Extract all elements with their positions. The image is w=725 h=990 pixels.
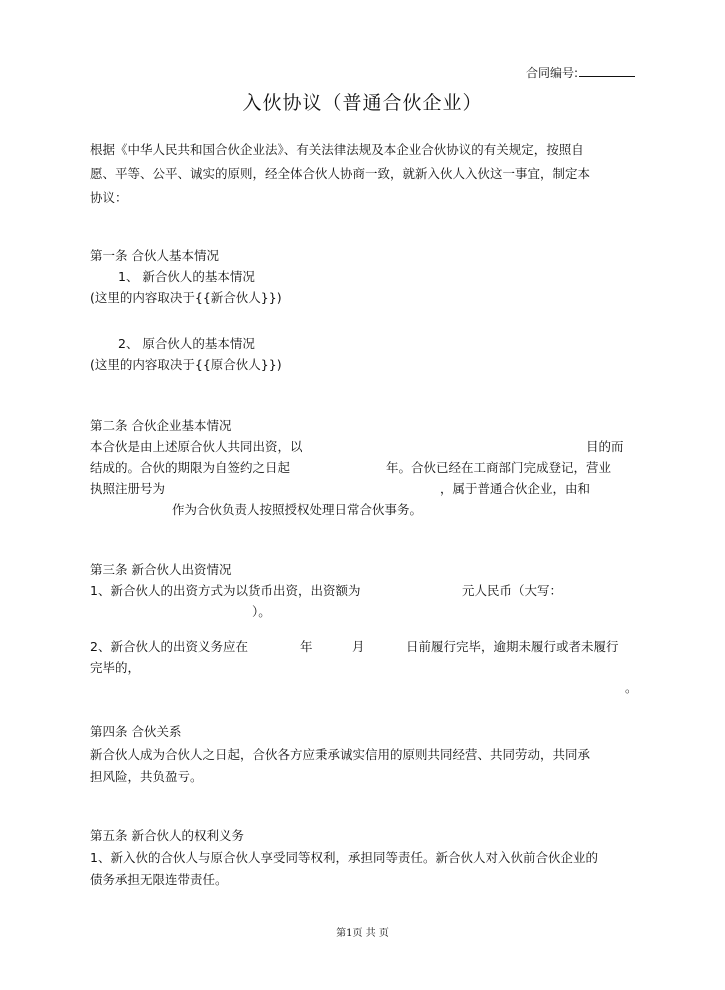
article-1-item-2-note: (这里的内容取决于{{原合伙人}}) [90,357,282,372]
preamble-line-2: 愿、平等、公平、诚实的原则，经全体合伙人协商一致，就新入伙人入伙这一事宜，制定本 [90,166,591,181]
article-3-item-1b: 元人民币（大写： [462,583,563,598]
article-2-line-3b: ，属于普通合伙企业，由和 [440,481,591,496]
article-3-item-2-year: 年 [300,639,313,654]
article-2-heading: 第二条 合伙企业基本情况 [90,418,232,433]
preamble-line-1: 根据《中华人民共和国合伙企业法》、有关法律法规及本企业合伙协议的有关规定，按照自 [90,142,584,157]
article-3-item-2b: 日前履行完毕，逾期未履行或者未履行 [406,639,619,654]
article-2-line-3a: 执照注册号为 [90,481,166,496]
article-5-line-2: 债务承担无限连带责任。 [90,872,228,887]
article-1-item-1-note: (这里的内容取决于{{新合伙人}}) [90,290,282,305]
article-3-item-2-end: 。 [625,680,638,695]
article-5-heading: 第五条 新合伙人的权利义务 [90,828,244,843]
article-2-line-4: 作为合伙负责人按照授权处理日常合伙事务。 [172,502,423,517]
article-3-item-1a: 1、新合伙人的出资方式为以货币出资，出资额为 [90,583,361,598]
article-4-line-2: 担风险，共负盈亏。 [90,769,203,784]
page-footer: 第1页 共 页 [336,928,389,939]
article-5-line-1: 1、新入伙的合伙人与原合伙人享受同等权利，承担同等责任。新合伙人对入伙前合伙企业的 [90,850,598,865]
article-3-item-2c: 完毕的， [90,660,141,675]
article-1-item-1: 1、 新合伙人的基本情况 [118,269,255,284]
article-3-item-2-month: 月 [352,639,365,654]
article-3-item-1c: ）。 [252,604,271,619]
contract-number-label: 合同编号: [526,66,579,80]
article-2-line-2a: 结成的。合伙的期限为自签约之日起 [90,460,291,475]
contract-number-blank [579,64,635,77]
article-2-line-2b: 年。合伙已经在工商部门完成登记，营业 [386,460,612,475]
article-4-line-1: 新合伙人成为合伙人之日起，合伙各方应秉承诚实信用的原则共同经营、共同劳动，共同承 [90,747,591,762]
article-1-heading: 第一条 合伙人基本情况 [90,248,219,263]
article-3-heading: 第三条 新合伙人出资情况 [90,562,232,577]
document-title: 入伙协议（普通合伙企业） [242,92,483,114]
article-2-line-1b: 目的而 [586,439,624,454]
article-4-heading: 第四条 合伙关系 [90,724,182,739]
contract-number [526,64,635,81]
preamble-line-3: 协议： [90,190,128,205]
article-2-line-1a: 本合伙是由上述原合伙人共同出资，以 [90,439,303,454]
article-1-item-2: 2、 原合伙人的基本情况 [118,336,255,351]
article-3-item-2a: 2、新合伙人的出资义务应在 [90,639,248,654]
